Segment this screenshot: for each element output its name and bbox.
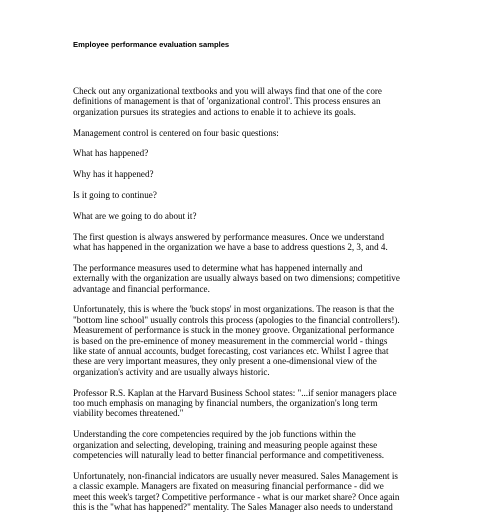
paragraph: [73, 232, 431, 253]
document-title: Employee performance evaluation samples: [73, 40, 230, 49]
paragraph-line: Is it going to continue?: [73, 190, 157, 200]
paragraph-line: organization and selecting, developing, training and measuring people against these: [73, 439, 378, 450]
paragraph-line: Measurement of performance is stuck in the money groove. Organizational performance: [73, 325, 395, 336]
paragraph-line: advantage and financial performance.: [73, 283, 210, 294]
paragraph-line: organization's activity and are usually always historic.: [73, 366, 270, 377]
paragraph-line: definitions of management is that of 'organizational control'. This process ensures an: [73, 96, 381, 107]
paragraph-line: What has happened?: [73, 148, 149, 159]
paragraph-line: The performance measures used to determine what has happened internally and: [73, 262, 363, 273]
paragraph: [73, 471, 431, 513]
paragraph-line: a classic example. Managers are fixated on measuring financial performance - did we: [73, 481, 384, 492]
paragraph-line: what has happened in the organization we have a base to address questions 2, 3, and 4.: [73, 242, 388, 252]
paragraph-line: "bottom line school" usually controls this process (apologies to the financial controllers!).: [73, 314, 400, 325]
paragraph-line: this is the "what has happened?" mentality. The Sales Manager also needs to understand: [73, 502, 393, 513]
paragraph-line: externally with the organization are usually always based on two dimensions; competitive: [73, 273, 400, 284]
paragraph-line: What are we going to do about it?: [73, 210, 197, 221]
paragraph-line: Unfortunately, non-financial indicators are usually never measured. Sales Management is: [73, 470, 398, 481]
paragraph-line: competencies will naturally lead to better financial performance and competitiveness.: [73, 450, 385, 461]
paragraph: [73, 169, 431, 179]
document-body: [73, 86, 431, 523]
paragraph-line: Understanding the core competencies required by the job functions within the: [73, 429, 356, 440]
paragraph-line: too much emphasis on managing by financial numbers, the organization's long term: [73, 398, 378, 409]
paragraph: [73, 128, 431, 138]
paragraph-line: The first question is always answered by performance measures. Once we understand: [73, 231, 385, 242]
paragraph-line: organization pursues its strategies and actions to enable it to achieve its goals.: [73, 106, 356, 117]
paragraph-line: Management control is centered on four basic questions:: [73, 127, 279, 138]
paragraph: [73, 148, 431, 158]
paragraph: [73, 263, 431, 294]
paragraph-line: Unfortunately, this is where the 'buck stops' in most organizations. The reason is that the: [73, 304, 395, 315]
paragraph: [73, 211, 431, 221]
paragraph-line: Why has it happened?: [73, 169, 154, 180]
paragraph: [73, 304, 431, 377]
paragraph-line: is based on the pre-eminence of money measurement in the commercial world - things: [73, 335, 388, 346]
paragraph-line: meet this week's target? Competitive performance - what is our market share? Once again: [73, 491, 400, 502]
paragraph: [73, 86, 431, 117]
paragraph-line: like state of annual accounts, budget forecasting, cost variances etc. Whilst I agree that: [73, 346, 389, 357]
paragraph-line: these are very important measures, they only present a one-dimensional view of the: [73, 356, 377, 367]
paragraph-line: viability becomes threatened.": [73, 408, 184, 419]
paragraph: [73, 190, 431, 200]
paragraph-line: Professor R.S. Kaplan at the Harvard Business School states: "...if senior managers place: [73, 387, 397, 398]
paragraph-line: Check out any organizational textbooks and you will always find that one of the core: [73, 86, 382, 96]
paragraph: [73, 429, 431, 460]
paragraph: [73, 388, 431, 419]
